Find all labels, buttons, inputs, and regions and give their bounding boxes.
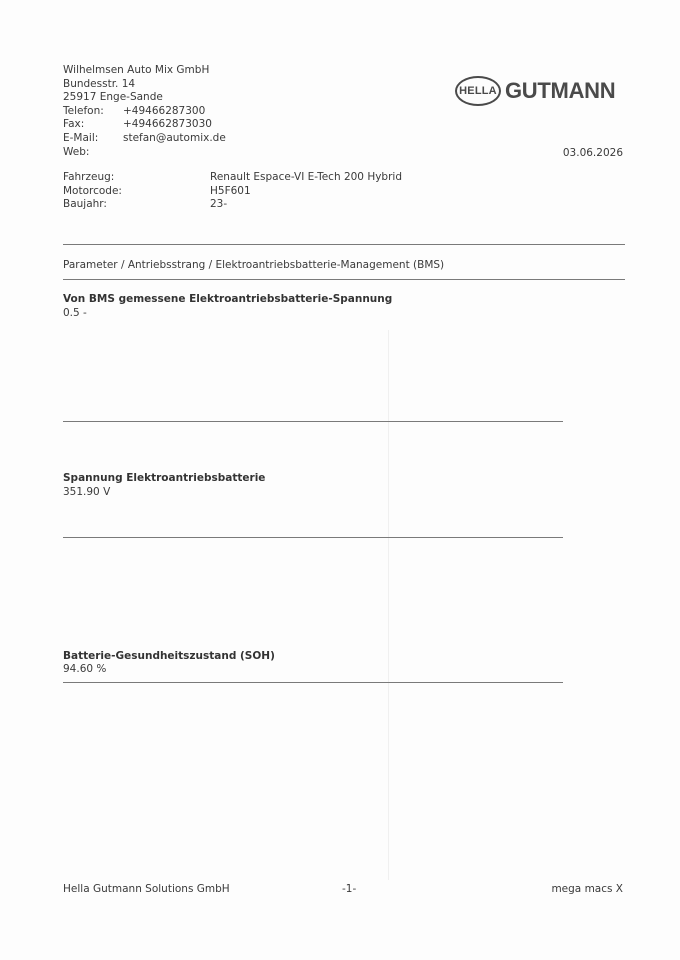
vehicle-engine-code: Motorcode: H5F601: [63, 184, 251, 197]
divider-section-1: [63, 421, 563, 422]
section-title-soh: Batterie-Gesundheitszustand (SOH): [63, 650, 275, 662]
hella-oval-logo: HELLA: [455, 76, 501, 106]
footer-company: Hella Gutmann Solutions GmbH: [63, 883, 230, 895]
divider-section-3: [63, 682, 563, 683]
contact-phone: Telefon: +49466287300: [63, 104, 206, 117]
divider-section-2: [63, 537, 563, 538]
vehicle-year: Baujahr: 23-: [63, 198, 228, 211]
company-name: Wilhelmsen Auto Mix GmbH: [63, 64, 210, 76]
contact-web: Web:: [63, 145, 90, 158]
parameter-breadcrumb: Parameter / Antriebsstrang / Elektroantriebsbatterie-Management (BMS): [63, 259, 445, 271]
contact-fax: Fax: +494662873030: [63, 118, 212, 131]
contact-email: E-Mail: stefan@automix.de: [63, 131, 226, 144]
footer-product: mega macs X: [551, 883, 623, 895]
hella-gutmann-logo: [455, 76, 615, 106]
company-city: 25917 Enge-Sande: [63, 91, 163, 104]
section-title-bms-voltage: Von BMS gemessene Elektroantriebsbatterie-Spannung: [63, 293, 393, 305]
section-value-bms-voltage: 0.5 -: [63, 307, 87, 319]
divider-breadcrumb: [63, 279, 625, 280]
vehicle-info: [63, 171, 402, 212]
scan-artifact: [388, 330, 389, 880]
section-value-soh: 94.60 %: [63, 663, 107, 675]
vehicle-model: Fahrzeug: Renault Espace-VI E-Tech 200 Hybrid: [63, 171, 402, 183]
footer-page-number: -1-: [342, 883, 357, 895]
document-date: 03.06.2026: [562, 147, 623, 159]
company-address: [63, 64, 226, 159]
divider-top: [63, 244, 625, 245]
company-street: Bundesstr. 14: [63, 77, 136, 90]
section-title-battery-voltage: Spannung Elektroantriebsbatterie: [63, 472, 266, 484]
section-value-battery-voltage: 351.90 V: [63, 486, 111, 498]
gutmann-wordmark: GUTMANN: [505, 78, 616, 103]
